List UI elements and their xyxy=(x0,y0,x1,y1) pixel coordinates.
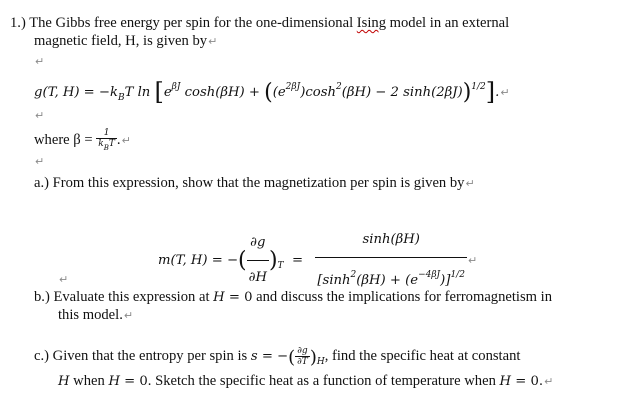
eq-g-tln: T ln xyxy=(124,85,151,100)
eq-g-e: e xyxy=(163,85,172,100)
paragraph-mark: ↵ xyxy=(500,86,510,99)
part-c-line1 xyxy=(34,346,520,371)
part-c-label: c.) xyxy=(34,347,49,364)
part-c-dt: ∂T xyxy=(297,357,308,367)
part-b-text-b: and discuss the implications for ferromagnetism in xyxy=(252,289,553,305)
part-a-body: From this expression, show that the magnetization per spin is given by xyxy=(52,175,465,191)
paragraph-mark: ↵ xyxy=(123,309,134,322)
part-c-eq1: = 0 xyxy=(119,374,148,389)
part-c-sub-h: H xyxy=(316,356,325,367)
paren-close: ) xyxy=(309,346,317,368)
part-b-eq: = 0 xyxy=(224,290,253,305)
beta-den-t: T xyxy=(108,139,115,149)
eq-g-cosh: cosh(βH) + xyxy=(180,85,265,100)
part-b-label: b.) xyxy=(34,289,50,305)
eq-g-cosh2-exp: 2 xyxy=(335,82,342,92)
blank-line-3 xyxy=(34,152,44,171)
eq-g-end: . xyxy=(495,85,500,100)
intro-text-b: model in an external xyxy=(385,15,510,31)
part-b-line1 xyxy=(34,288,552,307)
paragraph-mark: ↵ xyxy=(467,254,478,267)
eq-g-e2: (e xyxy=(272,85,286,100)
paren-open: ( xyxy=(288,346,296,368)
intro-text-a: The Gibbs free energy per spin for the one-dimensional xyxy=(29,15,357,31)
beta-def-end: . xyxy=(116,131,121,148)
part-c-h2: H xyxy=(108,374,120,389)
paren-open: ( xyxy=(264,80,273,105)
part-c-partial-frac xyxy=(295,346,310,367)
equation-magnetization xyxy=(158,223,477,298)
eq-m-den-b-exp: −4βJ xyxy=(418,270,441,280)
part-c-text-b: , find the specific heat at constant xyxy=(324,347,521,364)
paragraph-mark: ↵ xyxy=(35,55,45,68)
eq-m-lhs: m(T, H) = − xyxy=(158,253,239,268)
part-c-line2 xyxy=(58,372,553,391)
eq-m-dg: ∂g xyxy=(247,226,269,261)
eq-g-lhs-sub: B xyxy=(117,93,125,103)
equation-gibbs xyxy=(34,78,510,107)
paragraph-mark: ↵ xyxy=(35,155,45,168)
eq-g-lhs: g(T, H) = −k xyxy=(34,85,118,100)
beta-frac-den xyxy=(96,139,117,153)
paragraph-mark: ↵ xyxy=(121,133,131,147)
part-b-line2 xyxy=(58,306,133,325)
paren-close: ) xyxy=(268,248,278,273)
eq-g-half-exp: 1/2 xyxy=(471,82,486,92)
part-b-text-a: Evaluate this expression at xyxy=(53,289,214,305)
problem-number: 1.) xyxy=(10,15,26,31)
eq-m-equals: = xyxy=(291,253,304,268)
paragraph-mark: ↵ xyxy=(35,109,45,122)
blank-line-4 xyxy=(58,270,68,289)
eq-m-num: sinh(βH) xyxy=(315,223,467,258)
blank-line-2 xyxy=(34,106,44,125)
eq-m-den-a-exp: 2 xyxy=(350,270,357,280)
problem-intro-line2 xyxy=(34,32,217,51)
part-c-h1: H xyxy=(58,374,70,389)
beta-frac-num: 1 xyxy=(96,128,117,139)
eq-m-den-b: (βH) + (e xyxy=(356,273,419,288)
eq-g-e-exp: βJ xyxy=(171,82,181,92)
part-b-h: H xyxy=(213,290,225,305)
paren-open: ( xyxy=(238,248,247,273)
part-c-when: when xyxy=(69,373,109,389)
problem-intro-line1 xyxy=(10,14,509,32)
bracket-close: ] xyxy=(485,78,496,106)
eq-m-sub-t: T xyxy=(277,261,284,271)
part-c-eq2: = 0. xyxy=(511,374,544,389)
beta-den-k: k xyxy=(98,139,104,149)
paragraph-mark: ↵ xyxy=(59,273,69,286)
ising-word: Ising xyxy=(356,15,386,31)
paren-close: ) xyxy=(462,80,472,105)
part-c-sketch: . Sketch the specific heat as a function of temperature when xyxy=(147,373,500,389)
eq-m-partial-frac xyxy=(247,226,269,295)
beta-def-prefix: where β = xyxy=(34,131,97,148)
paragraph-mark: ↵ xyxy=(465,177,475,190)
eq-g-cosh2-arg: (βH) − 2 sinh(2βJ) xyxy=(341,85,463,100)
part-a-label: a.) xyxy=(34,175,49,191)
part-b-line2-text: this model. xyxy=(58,307,123,323)
eq-m-den-c: )] xyxy=(440,273,451,288)
bracket-open: [ xyxy=(154,78,164,106)
beta-fraction xyxy=(96,128,117,153)
beta-den-sub: B xyxy=(103,144,109,152)
eq-g-cosh2: )cosh xyxy=(300,85,336,100)
eq-m-dh: ∂H xyxy=(248,270,267,285)
part-c-s-eq: s = − xyxy=(250,348,289,364)
beta-definition xyxy=(34,128,131,153)
blank-line-1 xyxy=(34,52,44,71)
part-a-text xyxy=(34,174,475,193)
paragraph-mark: ↵ xyxy=(208,35,218,48)
part-c-text-a: Given that the entropy per spin is xyxy=(52,347,251,364)
eq-m-den-c-exp: 1/2 xyxy=(450,270,465,280)
eq-g-e2-exp: 2βJ xyxy=(285,82,301,92)
eq-m-main-frac xyxy=(315,223,467,298)
part-c-dg: ∂g xyxy=(295,346,310,357)
intro-line2-text: magnetic field, H, is given by xyxy=(34,33,208,49)
paragraph-mark: ↵ xyxy=(544,375,554,388)
part-c-h3: H xyxy=(499,374,512,389)
eq-m-den-a: [sinh xyxy=(317,273,351,288)
